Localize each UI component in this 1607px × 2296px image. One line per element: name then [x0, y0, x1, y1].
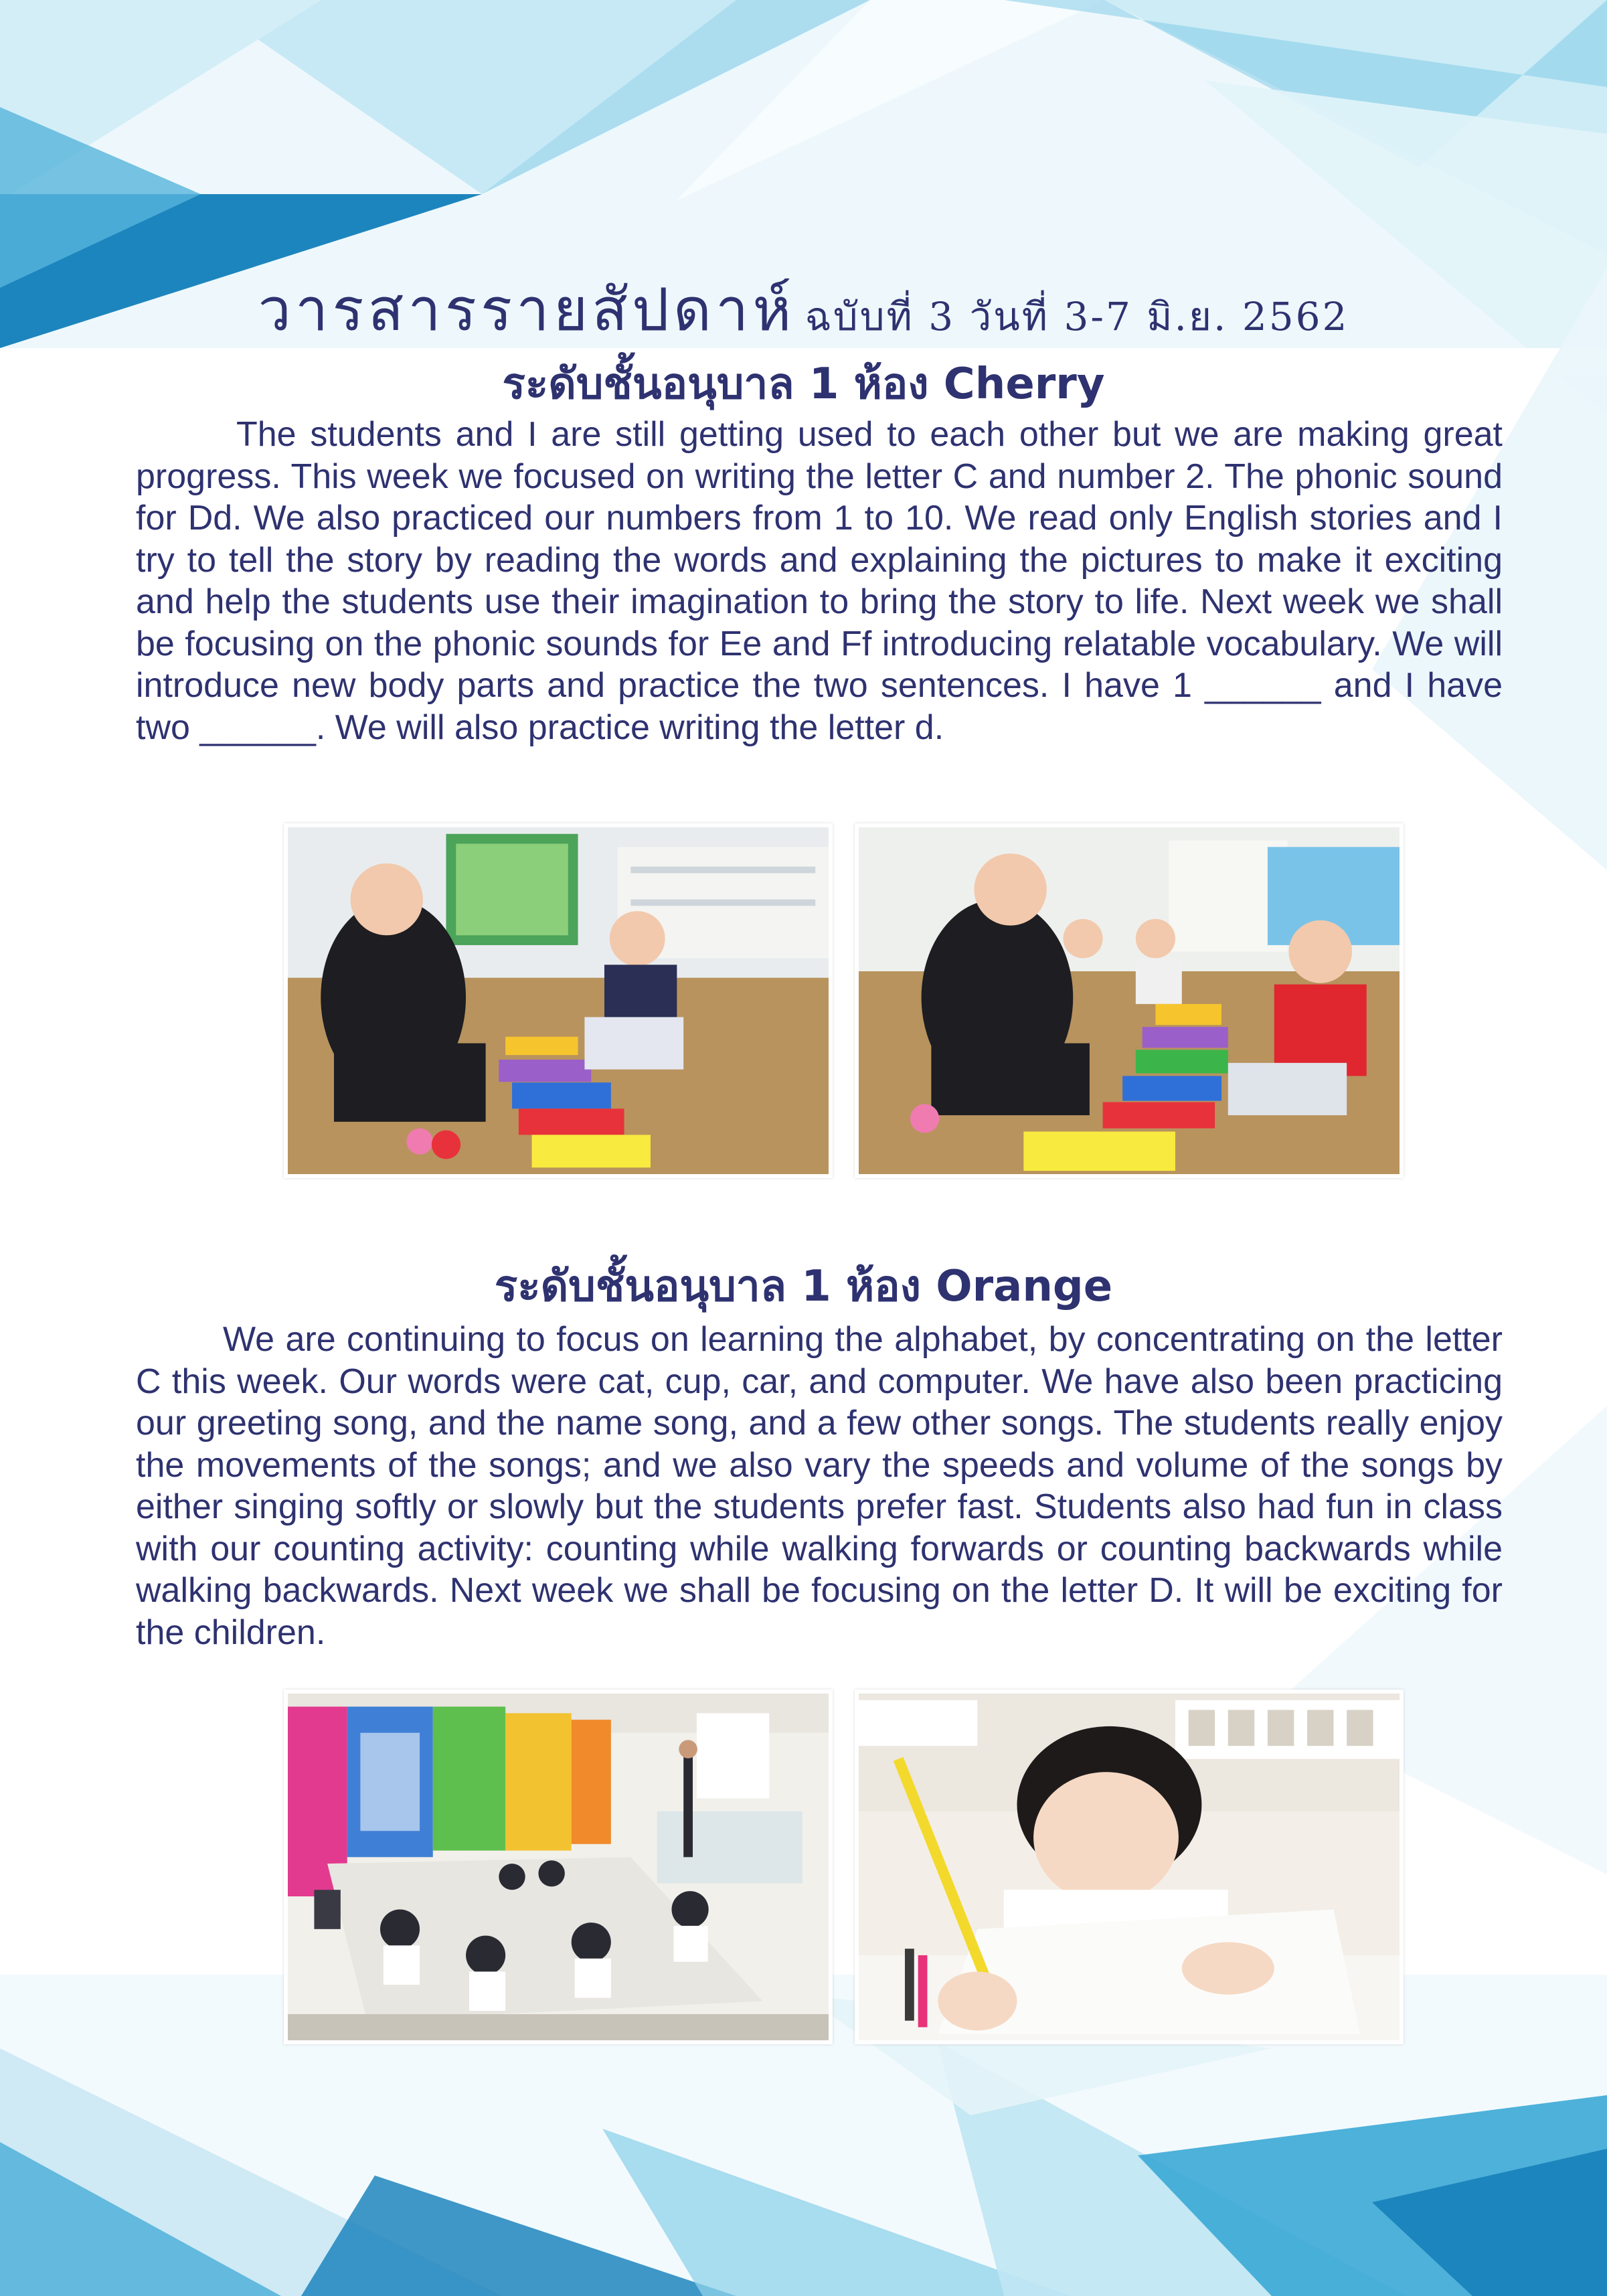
issue-info: ฉบับที่ 3 วันที่ 3-7 มิ.ย. 2562 — [805, 294, 1349, 339]
photo-girl-drawing — [855, 1690, 1404, 2044]
section-body-cherry: The students and I are still getting used to each other but we are making great progress. This week we focused on writing the letter C and number 2. The phonic sound for Dd. We also practiced our numbers from 1 to 10. We read only English stories and I try to tell the story by reading the words and explaining the pictures to make it exciting and help the students use their imagination to bring the story to life. Next week we shall be focusing on the phonic sounds for Ee and Ff introducing relatable vocabulary. We will introduce new body parts and practice the two sentences. I have 1 ______ and I have two ______. We will also practice writing the letter d. — [136, 415, 1503, 747]
photo-teacher-with-child — [855, 823, 1404, 1178]
section-body-orange: We are continuing to focus on learning the alphabet, by concentrating on the letter C this week. Our words were cat, cup, car, and computer. We have also been practicing our greeting song, and the name song, and a few other songs. The students really enjoy the movements of the songs; and we also vary the speeds and volume of the songs by either singing softly or slowly but the students prefer fast. Students also had fun in class with our counting activity: counting while walking forwards or counting backwards while walking backwards. Next week we shall be focusing on the letter D. It will be exciting for the children. — [136, 1320, 1503, 1652]
title-main: วารสารรายสัปดาห์ — [258, 275, 796, 344]
photo-classroom-tables — [284, 1690, 833, 2044]
photo-teacher-high-five — [284, 823, 833, 1178]
section-heading-orange: ระดับชั้นอนุบาล 1 ห้อง Orange — [494, 1262, 1113, 1311]
newsletter-title — [0, 262, 1607, 356]
section-heading-cherry: ระดับชั้นอนุบาล 1 ห้อง Cherry — [502, 359, 1105, 409]
